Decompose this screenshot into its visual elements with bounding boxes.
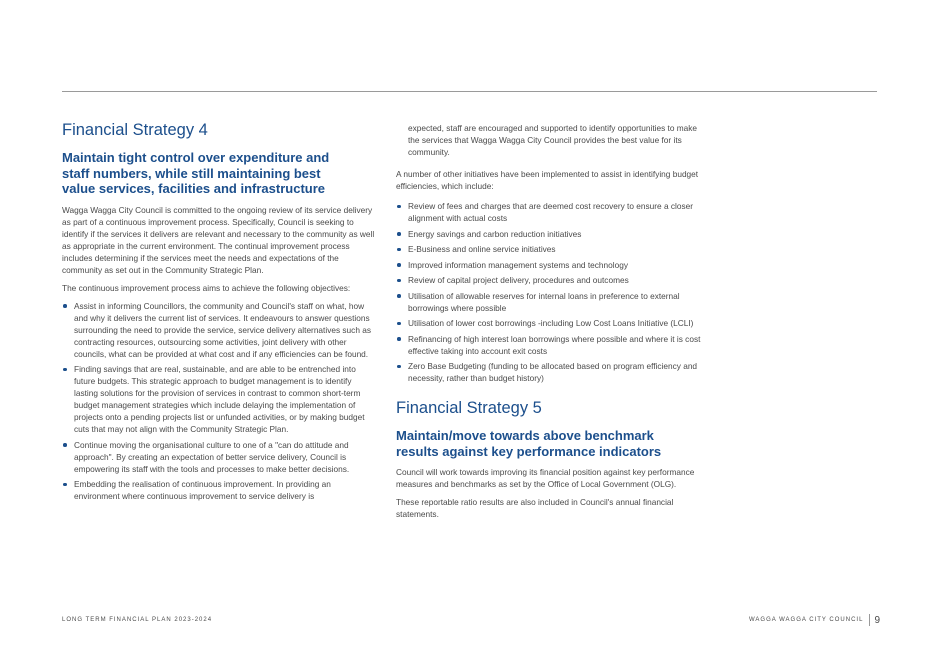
objectives-list bbox=[62, 300, 376, 503]
initiatives-list bbox=[396, 200, 710, 384]
list-item bbox=[396, 317, 710, 329]
bullet-icon bbox=[63, 443, 67, 447]
list-item bbox=[396, 274, 710, 286]
list-item bbox=[396, 333, 710, 357]
list-item-text: Improved information management systems and technology bbox=[408, 259, 628, 270]
bullet-icon bbox=[397, 365, 401, 369]
strategy-5-heading: Financial Strategy 5 bbox=[396, 399, 542, 417]
list-item-text: E-Business and online service initiatives bbox=[408, 244, 556, 254]
list-item-text: Embedding the realisation of continuous improvement. In providing an environment where continuous improvement to service delivery is bbox=[74, 479, 331, 501]
list-item-text: Review of fees and charges that are deemed cost recovery to ensure a closer alignment with actual costs bbox=[408, 201, 694, 223]
footer-right bbox=[749, 614, 880, 626]
list-item bbox=[396, 200, 710, 224]
list-item bbox=[62, 478, 376, 502]
list-item-text: Assist in informing Councillors, the community and Council's staff on what, how and why it delivers the current list of services. It endeavours to answer questions surrounding the need to provide the service, service delivery alternatives such as contracting resources, outsourcing some activities, joint delivery with other councils, what can be provided at what cost and if any efficiencies can be found. bbox=[74, 300, 372, 359]
bullet-icon bbox=[397, 279, 401, 283]
strategy-5-subheading: Maintain/move towards above benchmark results against key performance indicators bbox=[396, 428, 662, 459]
bullet-icon bbox=[397, 294, 401, 298]
list-item-text: Finding savings that are real, sustainable, and are able to be entrenched into future budgets. This strategic approach to budget management is to identify lasting solutions for the provision of services in contrast to common short-term budget management strategies which include delaying the implementation of projects onto a pending projects list or unfunded activities, or by making budget cuts that may not align with the Community Strategic Plan. bbox=[74, 364, 365, 434]
left-column bbox=[62, 120, 376, 508]
right-column bbox=[396, 122, 710, 526]
continued-paragraph: expected, staff are encouraged and supported to identify opportunities to make the services that Wagga Wagga City Council provides the best value for its community. bbox=[408, 123, 698, 157]
paragraph: Wagga Wagga City Council is committed to the ongoing review of its service delivery as part of a continuous improvement process. Specifically, Council is seeking to identify if the services it delivers are relevant and necessary to the community as well as appropriate in the current environment. The continual improvement process includes determining if the services meet the needs and expectations of the community as set out in the Community Strategic Plan. bbox=[62, 204, 375, 275]
list-item-text: Energy savings and carbon reduction initiatives bbox=[408, 228, 582, 239]
page-number: 9 bbox=[874, 614, 880, 626]
list-item bbox=[396, 290, 710, 314]
strategy-4-heading: Financial Strategy 4 bbox=[62, 121, 208, 139]
paragraph: A number of other initiatives have been implemented to assist in identifying budget efficiencies, which include: bbox=[396, 169, 699, 191]
paragraph: These reportable ratio results are also included in Council's annual financial statements. bbox=[396, 497, 674, 519]
list-item-text: Review of capital project delivery, procedures and outcomes bbox=[408, 275, 629, 285]
paragraph: Council will work towards improving its financial position against key performance measures and benchmarks as set by the Office of Local Government (OLG). bbox=[396, 467, 695, 489]
list-item bbox=[62, 300, 376, 360]
paragraph: The continuous improvement process aims to achieve the following objectives: bbox=[62, 282, 351, 293]
bullet-icon bbox=[63, 368, 67, 372]
list-item bbox=[62, 439, 376, 475]
list-item bbox=[396, 360, 710, 384]
footer-divider bbox=[869, 614, 870, 626]
bullet-icon bbox=[397, 322, 401, 326]
list-item-text: Refinancing of high interest loan borrowings where possible and where it is cost effective taking into account exit costs bbox=[408, 333, 701, 356]
list-item bbox=[396, 259, 710, 271]
bullet-icon bbox=[397, 205, 401, 209]
bullet-icon bbox=[63, 304, 67, 308]
list-item bbox=[62, 363, 376, 435]
bullet-icon bbox=[397, 337, 401, 341]
list-item-text: Continue moving the organisational culture to one of a "can do attitude and approach". By creating an expectation of better service delivery, Council is empowering its staff with the tools and processes to make better decisions. bbox=[74, 439, 350, 474]
bullet-icon bbox=[63, 483, 67, 487]
list-item-text: Utilisation of allowable reserves for internal loans in preference to external borrowings where possible bbox=[408, 290, 680, 313]
bullet-icon bbox=[397, 248, 401, 252]
bullet-icon bbox=[397, 232, 401, 236]
bullet-icon bbox=[397, 263, 401, 267]
list-item bbox=[396, 243, 710, 255]
list-item bbox=[396, 228, 710, 240]
strategy-4-subheading: Maintain tight control over expenditure and staff numbers, while still maintaining best value services, facilities and infrastructure bbox=[62, 150, 330, 196]
footer-document-title: LONG TERM FINANCIAL PLAN 2023-2024 bbox=[62, 617, 213, 623]
list-item-text: Zero Base Budgeting (funding to be allocated based on program efficiency and necessity, rather than budget history) bbox=[408, 361, 698, 383]
footer-organisation: WAGGA WAGGA CITY COUNCIL bbox=[748, 617, 864, 623]
list-item-text: Utilisation of lower cost borrowings -including Low Cost Loans Initiative (LCLI) bbox=[408, 318, 694, 328]
top-rule bbox=[62, 91, 877, 92]
